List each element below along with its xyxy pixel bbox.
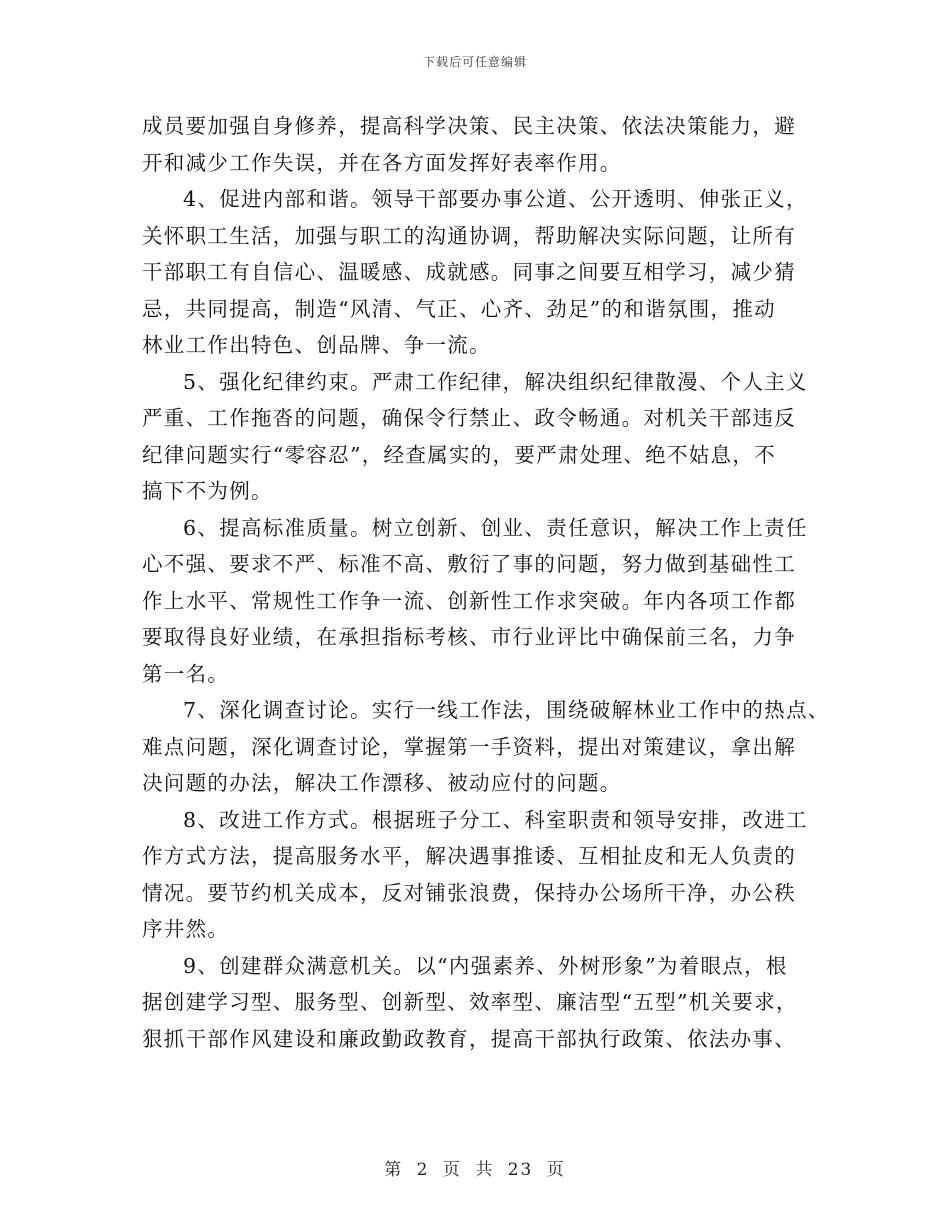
body-line: 干部职工有自信心、温暖感、成就感。同事之间要互相学习，减少猜 — [142, 260, 796, 284]
body-line: 序井然。 — [142, 917, 230, 941]
page-number: 第 2 页 共 23 页 — [384, 1160, 566, 1180]
body-line: 4、促进内部和谐。领导干部要办事公道、公开透明、伸张正义， — [183, 187, 808, 211]
body-line: 难点问题，深化调查讨论，掌握第一手资料，提出对策建议，拿出解 — [142, 734, 796, 759]
body-line: 7、深化调查讨论。实行一线工作法，围绕破解林业工作中的热点、 — [183, 698, 830, 722]
body-line: 忌，共同提高，制造“风清、气正、心齐、劲足”的和谐氛围，推动 — [142, 296, 776, 321]
body-line: 心不强、要求不严、标准不高、敷衍了事的问题，努力做到基础性工 — [142, 552, 796, 576]
body-line: 第一名。 — [142, 661, 230, 686]
body-line: 情况。要节约机关成本，反对铺张浪费，保持办公场所干净，办公秩 — [142, 880, 796, 905]
body-line: 8、改进工作方式。根据班子分工、科室职责和领导安排，改进工 — [183, 807, 808, 832]
page-header: 下载后可任意编辑 — [422, 55, 527, 69]
body-line: 关怀职工生活，加强与职工的沟通协调，帮助解决实际问题，让所有 — [142, 223, 796, 248]
body-line: 9、创建群众满意机关。以“内强素养、外树形象”为着眼点，根 — [183, 953, 788, 978]
body-line: 林业工作出特色、创品牌、争一流。 — [142, 333, 491, 357]
body-line: 6、提高标准质量。树立创新、创业、责任意识，解决工作上责任 — [183, 515, 808, 540]
body-line: 纪律问题实行“零容忍”，经查属实的，要严肃处理、绝不姑息，不 — [142, 442, 776, 467]
document-body — [142, 108, 830, 1057]
body-line: 决问题的办法，解决工作漂移、被动应付的问题。 — [142, 771, 622, 795]
body-line: 要取得良好业绩，在承担指标考核、市行业评比中确保前三名，力争 — [142, 625, 796, 649]
body-line: 成员要加强自身修养，提高科学决策、民主决策、依法决策能力，避 — [142, 114, 796, 138]
body-line: 狠抓干部作风建设和廉政勤政教育，提高干部执行政策、依法办事、 — [142, 1026, 796, 1051]
body-line: 作上水平、常规性工作争一流、创新性工作求突破。年内各项工作都 — [142, 588, 796, 613]
body-line: 严重、工作拖沓的问题，确保令行禁止、政令畅通。对机关干部违反 — [142, 406, 796, 430]
body-line: 5、强化纪律约束。严肃工作纪律，解决组织纪律散漫、个人主义 — [183, 369, 808, 394]
body-line: 开和减少工作失误，并在各方面发挥好表率作用。 — [142, 150, 622, 175]
body-line: 搞下不为例。 — [142, 479, 273, 503]
body-line: 据创建学习型、服务型、创新型、效率型、廉洁型“五型”机关要求， — [142, 990, 798, 1014]
body-line: 作方式方法，提高服务水平，解决遇事推诿、互相扯皮和无人负责的 — [142, 844, 796, 868]
